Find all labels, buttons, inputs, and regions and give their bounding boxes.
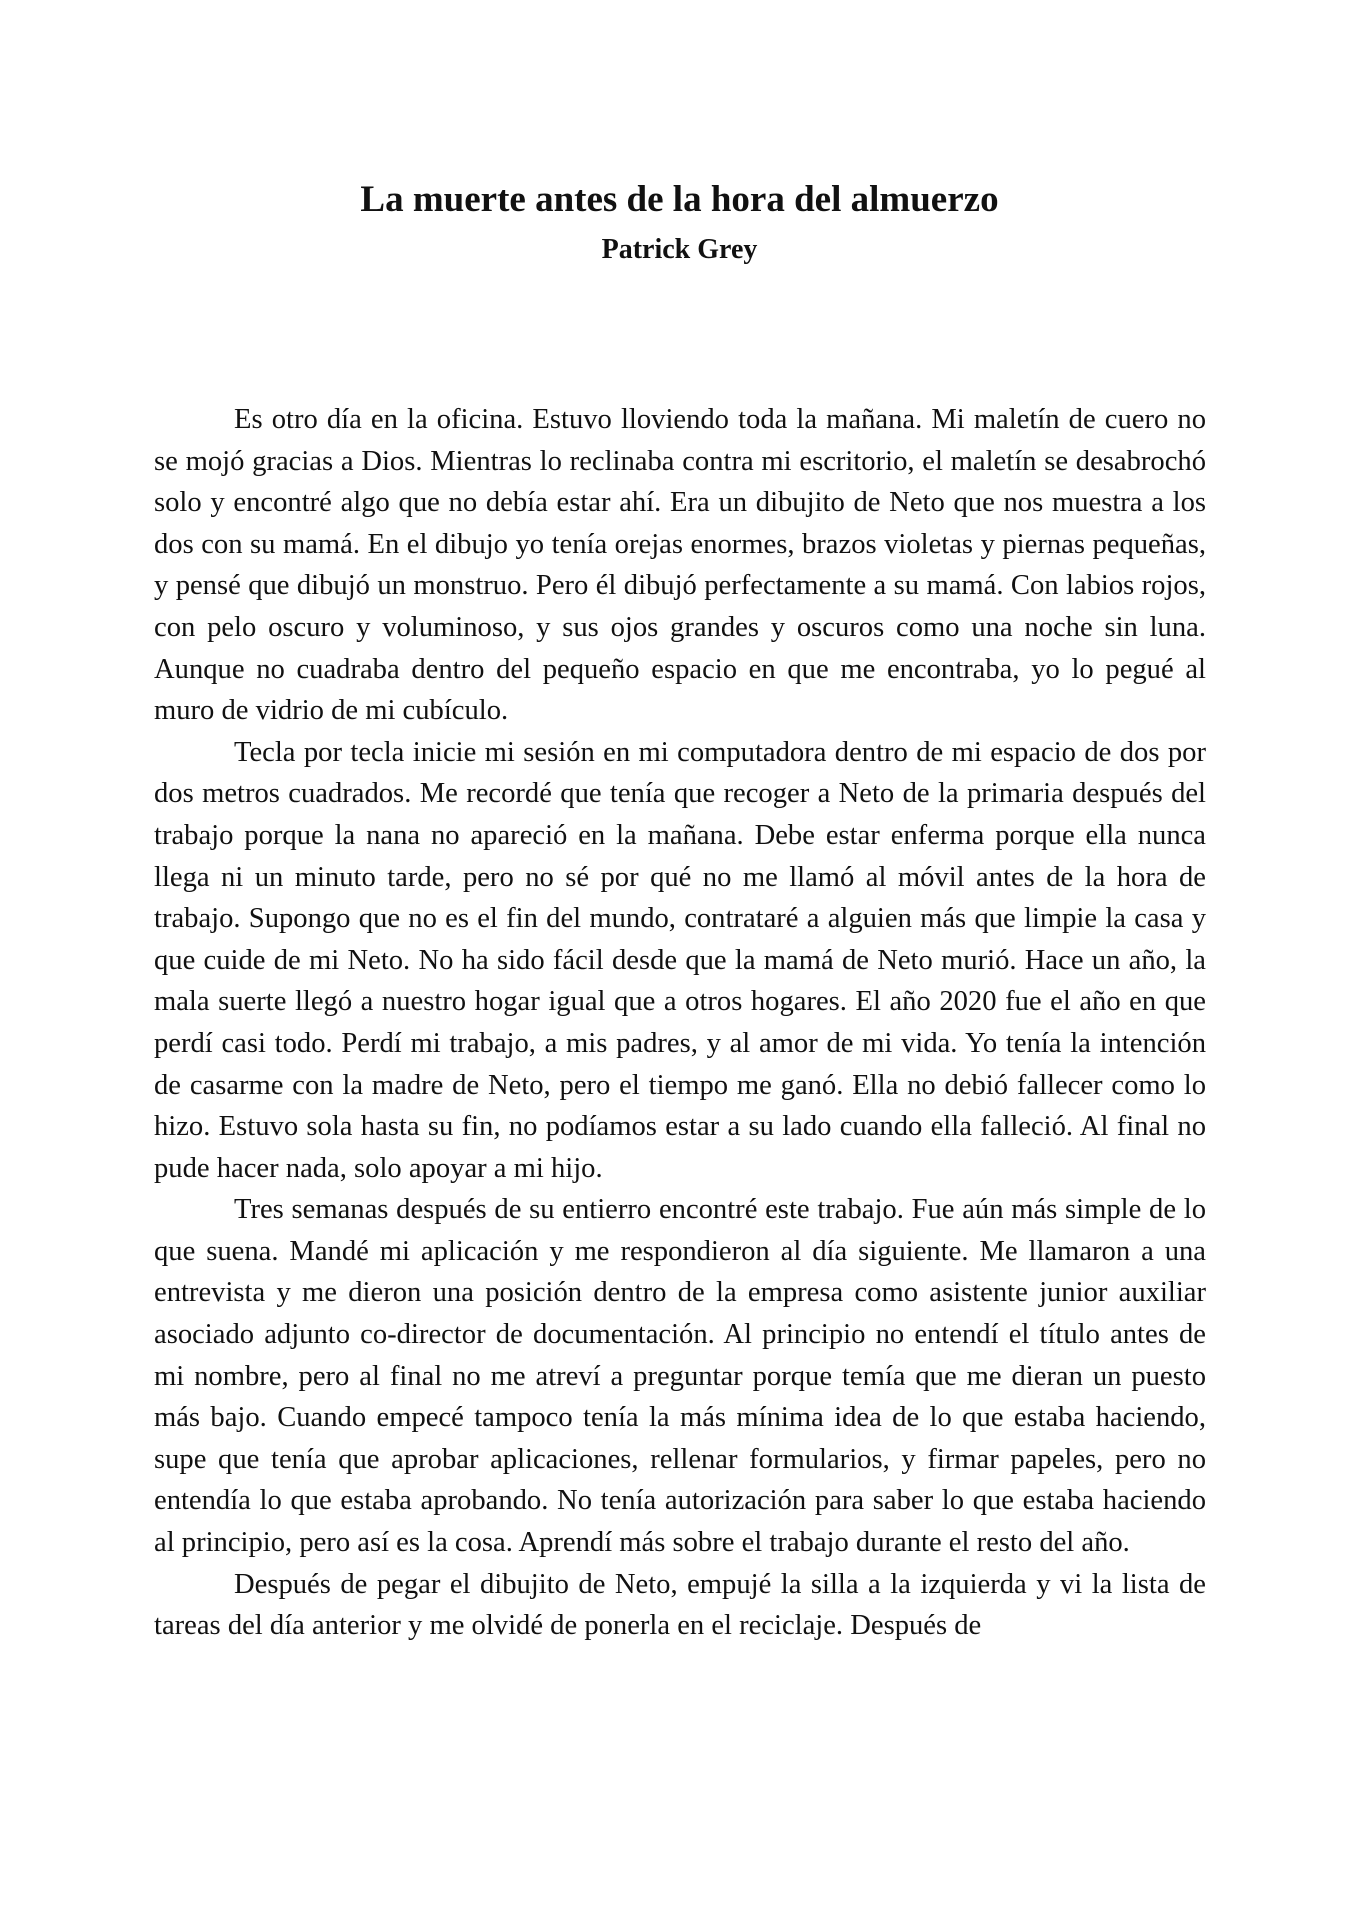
- story-body: [154, 399, 1206, 1647]
- story-title: La muerte antes de la hora del almuerzo: [360, 179, 999, 220]
- paragraph: Es otro día en la oficina. Estuvo lloviendo toda la mañana. Mi maletín de cuero no se mojó gracias a Dios. Mientras lo reclinaba contra mi escritorio, el maletín se desabrochó solo y encontré algo que no debía estar ahí. Era un dibujito de Neto que nos muestra a los dos con su mamá. En el dibujo yo tenía orejas enormes, brazos violetas y piernas pequeñas, y pensé que dibujó un monstruo. Pero él dibujó perfectamente a su mamá. Con labios rojos, con pelo oscuro y voluminoso, y sus ojos grandes y oscuros como una noche sin luna. Aunque no cuadraba dentro del pequeño espacio en que me encontraba, yo lo pegué al muro de vidrio de mi cubículo.: [154, 404, 1206, 727]
- paragraph: Después de pegar el dibujito de Neto, empujé la silla a la izquierda y vi la lista de tareas del día anterior y me olvidé de ponerla en el reciclaje. Después de: [154, 1568, 1206, 1642]
- paragraph: Tres semanas después de su entierro encontré este trabajo. Fue aún más simple de lo que suena. Mandé mi aplicación y me respondieron al día siguiente. Me llamaron a una entrevista y me dieron una posición dentro de la empresa como asistente junior auxiliar asociado adjunto co-director de documentación. Al principio no entendí el título antes de mi nombre, pero al final no me atreví a preguntar porque temía que me dieran un puesto más bajo. Cuando empecé tampoco tenía la más mínima idea de lo que estaba haciendo, supe que tenía que aprobar aplicaciones, rellenar formularios, y firmar papeles, pero no entendía lo que estaba aprobando. No tenía autorización para saber lo que estaba haciendo al principio, pero así es la cosa. Aprendí más sobre el trabajo durante el resto del año.: [154, 1194, 1206, 1559]
- paragraph: Tecla por tecla inicie mi sesión en mi computadora dentro de mi espacio de dos por dos metros cuadrados. Me recordé que tenía que recoger a Neto de la primaria después del trabajo porque la nana no apareció en la mañana. Debe estar enferma porque ella nunca llega ni un minuto tarde, pero no sé por qué no me llamó al móvil antes de la hora de trabajo. Supongo que no es el fin del mundo, contrataré a alguien más que limpie la casa y que cuide de mi Neto. No ha sido fácil desde que la mamá de Neto murió. Hace un año, la mala suerte llegó a nuestro hogar igual que a otros hogares. El año 2020 fue el año en que perdí casi todo. Perdí mi trabajo, a mis padres, y al amor de mi vida. Yo tenía la intención de casarme con la madre de Neto, pero el tiempo me ganó. Ella no debió fallecer como lo hizo. Estuvo sola hasta su fin, no podíamos estar a su lado cuando ella falleció. Al final no pude hacer nada, solo apoyar a mi hijo.: [154, 736, 1206, 1184]
- author-name: Patrick Grey: [601, 234, 758, 265]
